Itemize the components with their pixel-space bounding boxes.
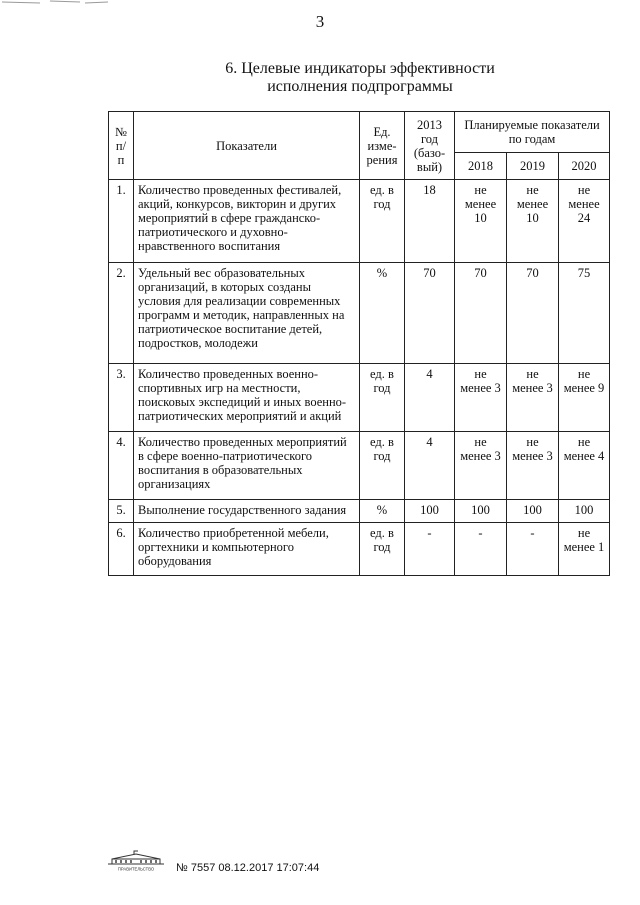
row-num: 1. xyxy=(109,180,134,263)
page-number: 3 xyxy=(315,12,325,31)
indicators-table xyxy=(108,111,610,576)
row-2020: не менее 4 xyxy=(559,432,610,500)
header-year-2019: 2019 xyxy=(507,153,559,180)
row-2018: не менее 3 xyxy=(455,364,507,432)
row-2019: 100 xyxy=(507,500,559,523)
row-unit: ед. в год xyxy=(360,432,405,500)
row-base: - xyxy=(405,523,455,576)
row-unit: ед. в год xyxy=(360,364,405,432)
row-unit: ед. в год xyxy=(360,523,405,576)
row-indicator: Количество проведенных мероприятий в сфере военно-патриотического воспитания в образовательных организациях xyxy=(134,432,360,500)
table-row xyxy=(109,364,610,432)
row-indicator: Количество проведенных фестивалей, акций, конкурсов, викторин и других мероприятий в сфере гражданско-патриотического и духовно-нравственного воспитания xyxy=(134,180,360,263)
logo-caption: ПРАВИТЕЛЬСТВО xyxy=(117,866,155,872)
row-indicator: Выполнение государственного задания xyxy=(134,500,360,523)
row-2020: не менее 9 xyxy=(559,364,610,432)
title-line-1: 6. Целевые индикаторы эффективности xyxy=(225,60,495,77)
row-2018: 70 xyxy=(455,263,507,364)
header-indicator: Показатели xyxy=(134,112,360,180)
document-stamp: № 7557 08.12.2017 17:07:44 xyxy=(176,862,320,874)
row-num: 6. xyxy=(109,523,134,576)
header-year-2018: 2018 xyxy=(455,153,507,180)
title-line-2: исполнения подпрограммы xyxy=(267,78,453,95)
row-2019: не менее 3 xyxy=(507,364,559,432)
row-base: 18 xyxy=(405,180,455,263)
row-indicator: Удельный вес образовательных организаций, в которых созданы условия для реализации современных программ и методик, направленных на патриотическое воспитание детей, подростков, молодежи xyxy=(134,263,360,364)
header-year-2020: 2020 xyxy=(559,153,610,180)
row-2019: - xyxy=(507,523,559,576)
header-planned: Планируемые показатели по годам xyxy=(455,112,610,153)
row-base: 4 xyxy=(405,364,455,432)
row-2020: 75 xyxy=(559,263,610,364)
row-2020: не менее 1 xyxy=(559,523,610,576)
table-row xyxy=(109,523,610,576)
row-2020: 100 xyxy=(559,500,610,523)
table-row xyxy=(109,263,610,364)
row-2018: не менее 10 xyxy=(455,180,507,263)
row-unit: % xyxy=(360,263,405,364)
scan-artifact xyxy=(0,0,110,6)
table-row xyxy=(109,180,610,263)
row-2019: 70 xyxy=(507,263,559,364)
row-indicator: Количество приобретенной мебели, оргтехники и компьютерного оборудования xyxy=(134,523,360,576)
table-row xyxy=(109,432,610,500)
row-2018: - xyxy=(455,523,507,576)
section-title xyxy=(140,60,580,96)
row-2019: не менее 10 xyxy=(507,180,559,263)
header-unit: Ед. изме-рения xyxy=(360,112,405,180)
row-2018: не менее 3 xyxy=(455,432,507,500)
row-base: 4 xyxy=(405,432,455,500)
header-row-1 xyxy=(109,112,610,153)
row-num: 3. xyxy=(109,364,134,432)
row-num: 2. xyxy=(109,263,134,364)
row-num: 5. xyxy=(109,500,134,523)
row-2019: не менее 3 xyxy=(507,432,559,500)
row-num: 4. xyxy=(109,432,134,500)
table-row xyxy=(109,500,610,523)
row-unit: ед. в год xyxy=(360,180,405,263)
row-2020: не менее 24 xyxy=(559,180,610,263)
row-indicator: Количество проведенных военно-спортивных игр на местности, поисковых экспедиций и иных военно-патриотических мероприятий и акций xyxy=(134,364,360,432)
header-base-year: 2013 год (базо-вый) xyxy=(405,112,455,180)
row-base: 100 xyxy=(405,500,455,523)
government-building-logo xyxy=(104,850,168,872)
row-2018: 100 xyxy=(455,500,507,523)
row-base: 70 xyxy=(405,263,455,364)
row-unit: % xyxy=(360,500,405,523)
header-num: № п/п xyxy=(109,112,134,180)
